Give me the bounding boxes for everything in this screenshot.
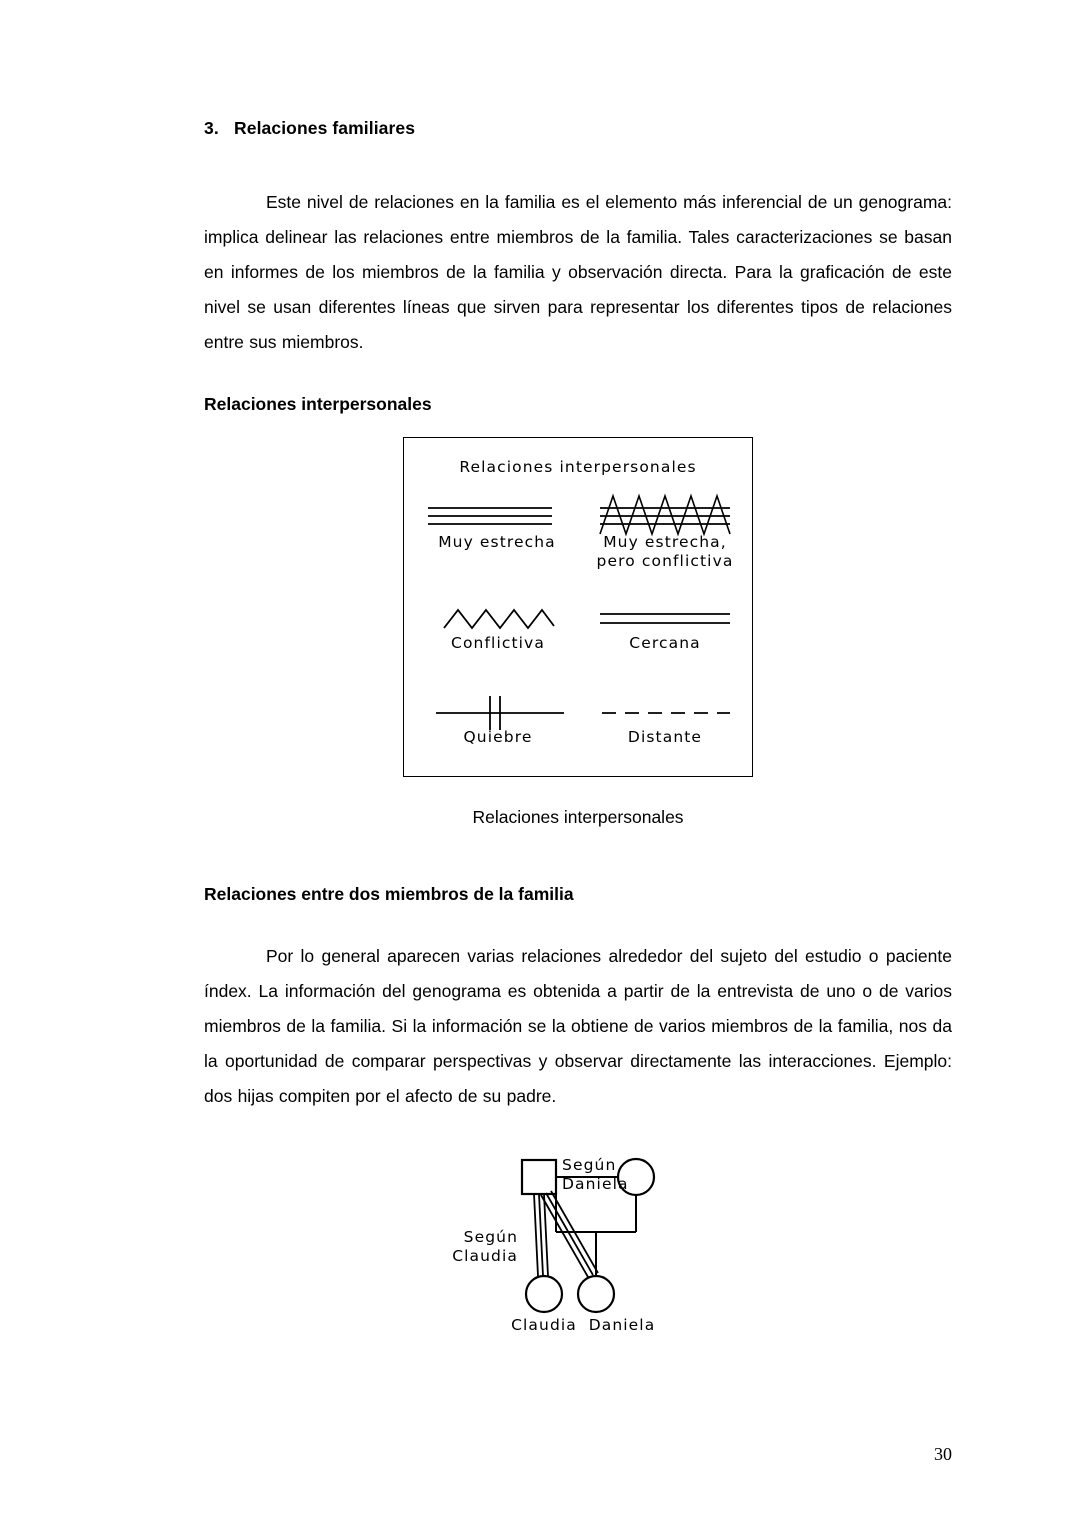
- subheading-relaciones-interpersonales: Relaciones interpersonales: [204, 394, 432, 414]
- label-claudia: Claudia: [511, 1316, 577, 1334]
- figure-1: [204, 437, 952, 777]
- section-title: Relaciones familiares: [234, 118, 416, 138]
- paragraph-2: Por lo general aparecen varias relaciones alrededor del sujeto del estudio o paciente índex. La información del genograma es obtenida a partir de la entrevista de uno o de varios miembros de la familia. Si la información se la obtiene de varios miembros de la familia, nos da la oportunidad de comparar perspectivas y observar directamente las interacciones. Ejemplo: dos hijas compiten por el afecto de su padre.: [204, 946, 952, 1106]
- legend-label-distante: Distante: [627, 728, 703, 746]
- legend-label-conflictiva: Conflictiva: [451, 634, 545, 652]
- figure-2-genogram: [438, 1154, 718, 1344]
- node-father: [522, 1160, 556, 1194]
- figure-1-frame: [403, 437, 753, 777]
- legend-label-muy-estrecha: Muy estrecha: [438, 533, 556, 551]
- page-content: [204, 118, 952, 1344]
- section-number: 3.: [204, 118, 219, 138]
- figure-2: [204, 1154, 952, 1344]
- page-number: 30: [934, 1444, 952, 1464]
- annotation-segun-daniela: Según Daniela: [562, 1156, 629, 1193]
- legend-label-quiebre: Quiebre: [463, 728, 533, 746]
- figure-1-caption: Relaciones interpersonales: [472, 807, 684, 827]
- legend-label-muy-estrecha-conflictiva-line1: Muy estrecha,: [603, 533, 727, 551]
- node-daniela: [578, 1276, 614, 1312]
- figure-1-title: Relaciones interpersonales: [459, 458, 697, 476]
- figure-1-symbols: [404, 438, 752, 776]
- annotation-segun-claudia: Según Claudia: [452, 1228, 518, 1265]
- subheading-relaciones-dos-miembros: Relaciones entre dos miembros de la familia: [204, 884, 574, 904]
- section-heading: [204, 118, 952, 139]
- node-claudia: [526, 1276, 562, 1312]
- paragraph-1: Este nivel de relaciones en la familia es el elemento más inferencial de un genograma: implica delinear las relaciones entre miembros de la familia. Tales caracterizaciones se basan en informes de los miembros de la familia y observación directa. Para la graficación de este nivel se usan diferentes líneas que sirven para representar los diferentes tipos de relaciones entre sus miembros.: [204, 192, 952, 352]
- label-daniela: Daniela: [588, 1316, 656, 1334]
- legend-label-cercana: Cercana: [629, 634, 701, 652]
- legend-label-muy-estrecha-conflictiva-line2: pero conflictiva: [596, 552, 734, 570]
